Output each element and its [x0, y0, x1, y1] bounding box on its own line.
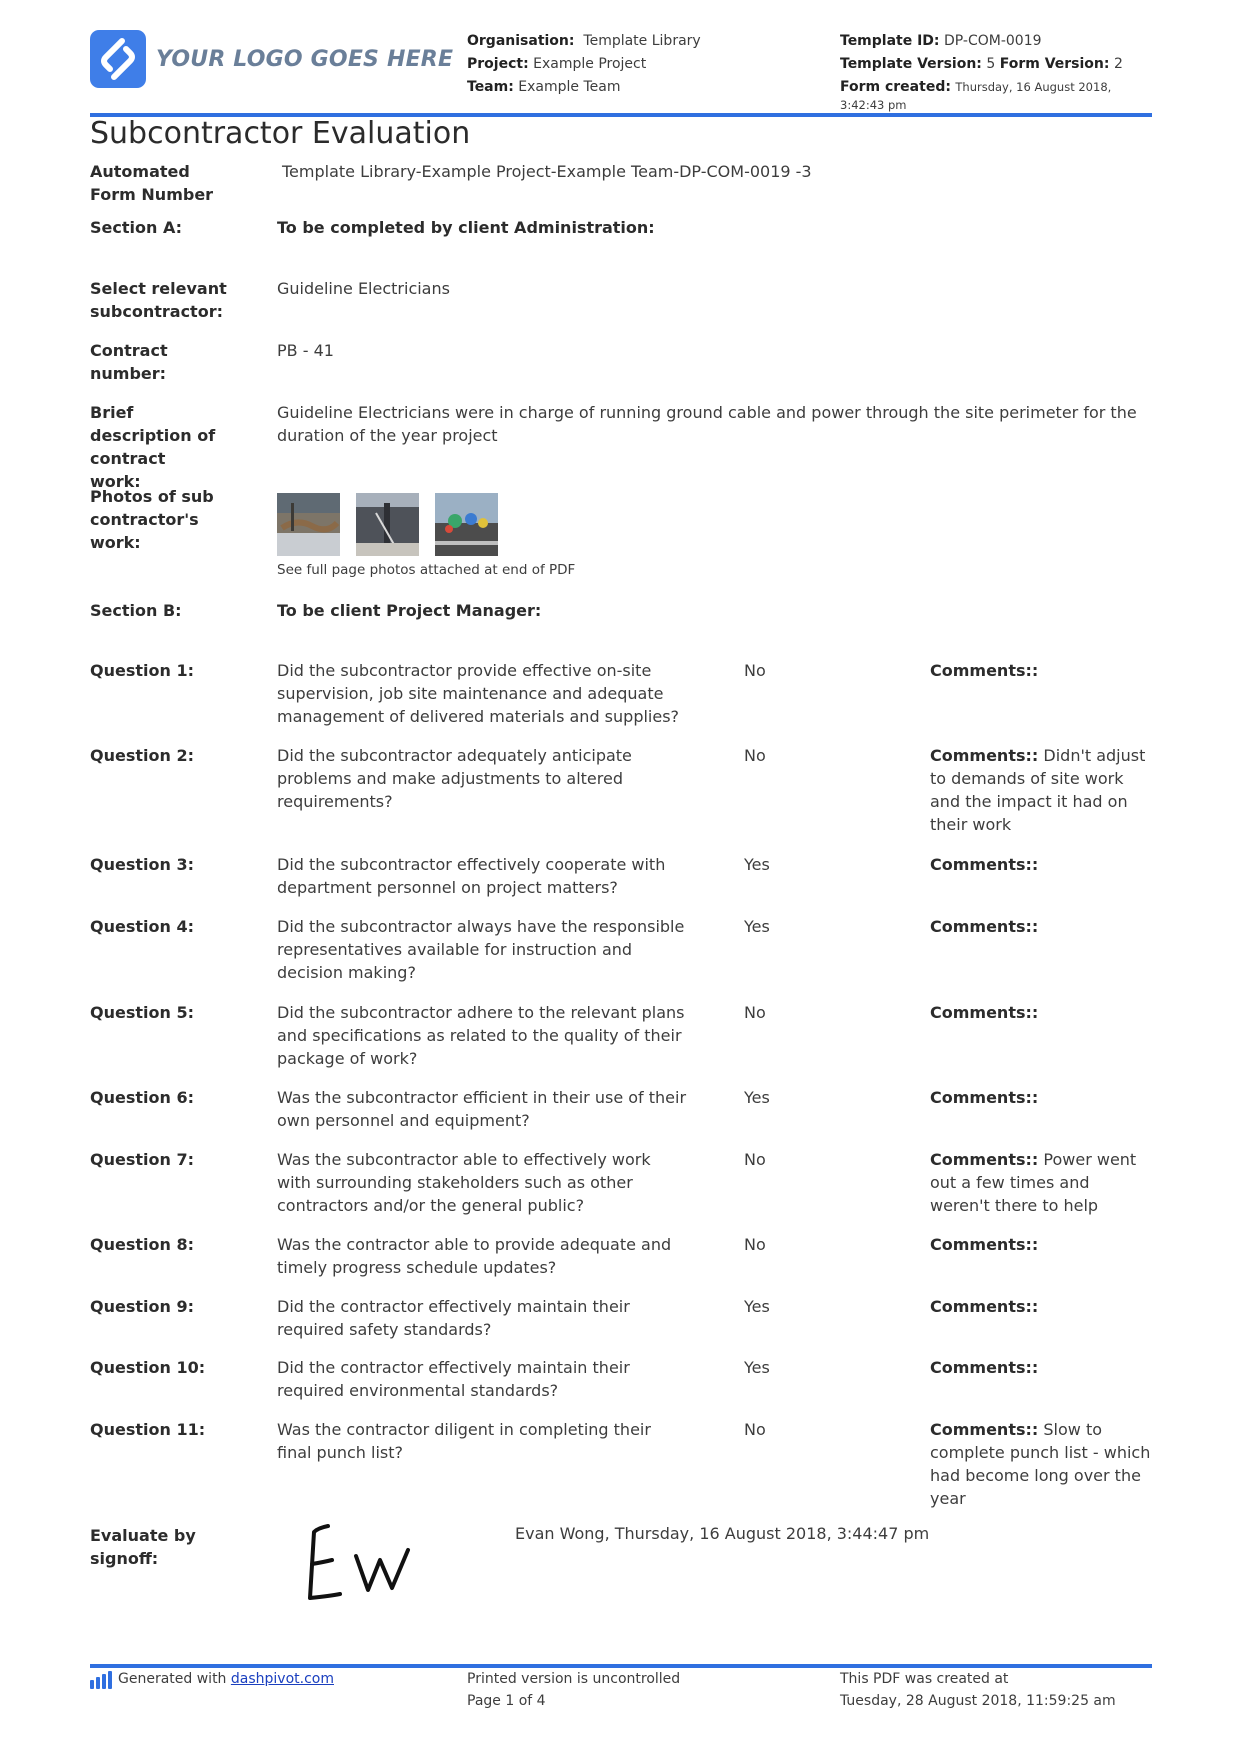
- photos-note: See full page photos attached at end of PDF: [277, 562, 576, 578]
- question-answer: Yes: [744, 855, 770, 874]
- question-comment: Comments:: Power went out a few times and weren't there to help: [930, 1150, 1137, 1215]
- question-answer: No: [744, 1003, 766, 1022]
- question-answer: Yes: [744, 1297, 770, 1316]
- subcontractor-label: Select relevant subcontractor:: [90, 279, 227, 321]
- section-b-value: To be client Project Manager:: [277, 601, 542, 620]
- question-text: Did the contractor effectively maintain their required safety standards?: [277, 1297, 630, 1339]
- question-comment: Comments::: [930, 1297, 1039, 1316]
- question-answer: No: [744, 1420, 766, 1439]
- question-label: Question 9:: [90, 1297, 194, 1316]
- question-label: Question 8:: [90, 1235, 194, 1254]
- question-answer: No: [744, 661, 766, 680]
- question-comment: Comments::: [930, 1088, 1039, 1107]
- question-comment: Comments::: [930, 917, 1039, 936]
- question-comment: Comments:: Slow to complete punch list - which had become long over the year: [930, 1420, 1151, 1508]
- footer-pdf-created: This PDF was created at Tuesday, 28 August 2018, 11:59:25 am: [840, 1671, 1116, 1709]
- question-comment: Comments::: [930, 855, 1039, 874]
- question-label: Question 3:: [90, 855, 194, 874]
- question-answer: No: [744, 746, 766, 765]
- photo-thumbnail[interactable]: [277, 493, 340, 556]
- question-label: Question 1:: [90, 661, 194, 680]
- question-text: Did the subcontractor provide effective on-site supervision, job site maintenance and adequate management of delivered materials and supplies?: [277, 661, 680, 726]
- photos-label: Photos of subcontractor's work:: [90, 487, 214, 552]
- question-text: Did the subcontractor adequately anticipate problems and make adjustments to altered requirements?: [277, 746, 632, 811]
- section-a-label: Section A:: [90, 218, 183, 237]
- question-text: Was the subcontractor efficient in their use of their own personnel and equipment?: [277, 1088, 687, 1130]
- question-answer: No: [744, 1150, 766, 1169]
- contract-label: Contract number:: [90, 341, 168, 383]
- footer-print-info: Printed version is uncontrolled Page 1 of 4: [467, 1671, 681, 1709]
- question-text: Was the contractor diligent in completing their final punch list?: [277, 1420, 651, 1462]
- question-label: Question 10:: [90, 1358, 206, 1377]
- question-text: Did the subcontractor always have the responsible representatives available for instruction and decision making?: [277, 917, 685, 982]
- question-comment: Comments::: [930, 661, 1039, 680]
- section-a-value: To be completed by client Administration:: [277, 218, 655, 237]
- question-label: Question 4:: [90, 917, 194, 936]
- question-label: Question 6:: [90, 1088, 194, 1107]
- question-text: Did the subcontractor adhere to the relevant plans and specifications as related to the quality of their package of work?: [277, 1003, 685, 1068]
- section-b-label: Section B:: [90, 601, 182, 620]
- question-label: Question 7:: [90, 1150, 194, 1169]
- subcontractor-value: Guideline Electricians: [277, 279, 450, 298]
- question-answer: Yes: [744, 1088, 770, 1107]
- logo-mark-icon: [90, 30, 146, 88]
- question-text: Was the contractor able to provide adequate and timely progress schedule updates?: [277, 1235, 672, 1277]
- question-text: Did the contractor effectively maintain their required environmental standards?: [277, 1358, 630, 1400]
- question-label: Question 2:: [90, 746, 194, 765]
- photo-thumbnail[interactable]: [435, 493, 498, 556]
- auto-number-label: Automated Form Number: [90, 162, 214, 204]
- logo-text: YOUR LOGO GOES HERE: [156, 46, 454, 72]
- question-comment: Comments::: [930, 1003, 1039, 1022]
- question-comment: Comments:: Didn't adjust to demands of site work and the impact it had on their work: [930, 746, 1146, 834]
- question-answer: Yes: [744, 1358, 770, 1377]
- signoff-meta: Evan Wong, Thursday, 16 August 2018, 3:44:47 pm: [515, 1524, 930, 1543]
- question-label: Question 5:: [90, 1003, 194, 1022]
- question-text: Was the subcontractor able to effectively work with surrounding stakeholders such as other contractors and/or the general public?: [277, 1150, 651, 1215]
- photo-thumbnail[interactable]: [356, 493, 419, 556]
- auto-number-value: Template Library-Example Project-Example Team-DP-COM-0019 -3: [282, 162, 812, 181]
- signature-image: [300, 1520, 430, 1610]
- report-page: [90, 0, 1152, 1754]
- question-comment: Comments::: [930, 1358, 1039, 1377]
- header-template-info: Template ID: DP-COM-0019 Template Version: 5 Form Version: 2 Form created: Thursday, 16 August 2018, 3:42:43 pm: [840, 33, 1123, 112]
- question-comment: Comments::: [930, 1235, 1039, 1254]
- header-org-info: Organisation: Template Library Project: Example Project Team: Example Team: [467, 33, 701, 95]
- dashpivot-icon: [90, 1671, 112, 1689]
- question-answer: No: [744, 1235, 766, 1254]
- photo-gallery: [277, 493, 498, 556]
- logo: [90, 30, 453, 88]
- question-text: Did the subcontractor effectively cooperate with department personnel on project matters?: [277, 855, 666, 897]
- signoff-label: Evaluate by signoff:: [90, 1526, 196, 1568]
- question-label: Question 11:: [90, 1420, 206, 1439]
- question-answer: Yes: [744, 917, 770, 936]
- description-value: Guideline Electricians were in charge of running ground cable and power through the site perimeter for the duration of the year project: [277, 403, 1137, 445]
- footer-generated: Generated with dashpivot.com: [90, 1668, 334, 1690]
- dashpivot-link[interactable]: dashpivot.com: [230, 1671, 334, 1687]
- contract-value: PB - 41: [277, 341, 334, 360]
- page-title: Subcontractor Evaluation: [90, 116, 471, 151]
- description-label: Brief description of contract work:: [90, 403, 216, 491]
